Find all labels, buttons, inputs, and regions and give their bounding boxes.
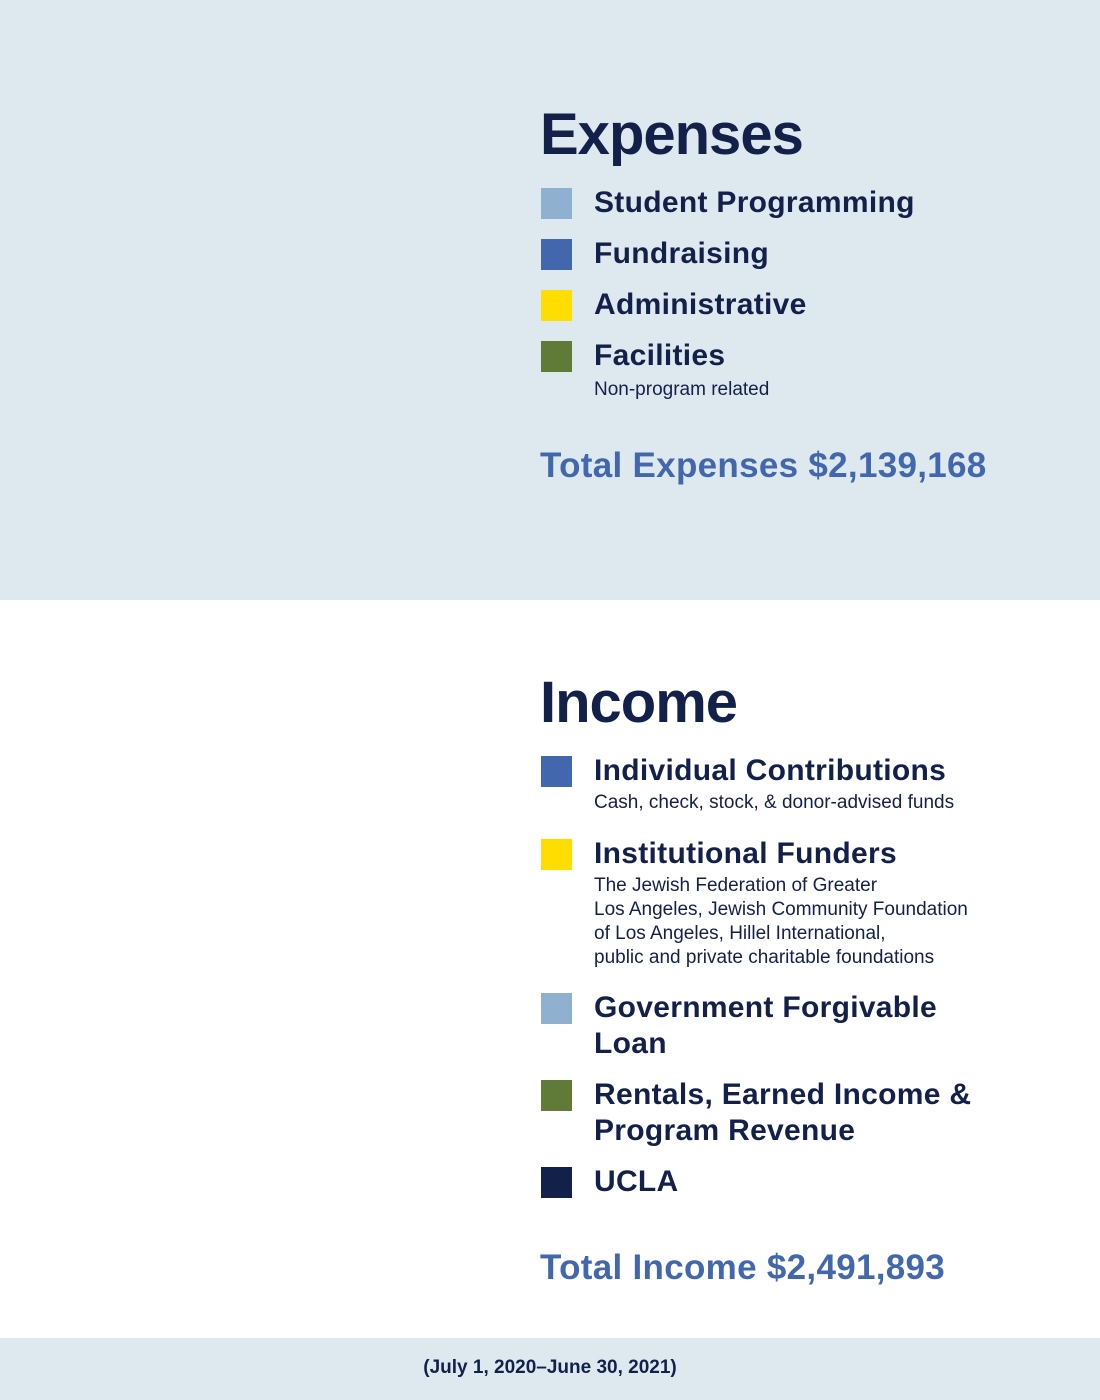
ucla-swatch	[541, 1167, 572, 1198]
legend-label: Government Forgivable Loan	[594, 991, 938, 1060]
legend-item-fundraising	[540, 239, 1100, 272]
legend-item-individual-contributions	[540, 756, 1100, 815]
legend-item-institutional-funders	[540, 839, 1100, 970]
total-income: Total Income $2,491,893	[540, 1248, 946, 1287]
legend-label: Institutional Funders	[594, 837, 897, 870]
facilities-swatch	[541, 341, 572, 372]
legend-label: Administrative	[594, 288, 807, 321]
legend-item-student-programming	[540, 188, 1100, 221]
legend-label: Student Programming	[594, 186, 915, 219]
legend-sublabel: Non-program related	[594, 379, 770, 400]
rentals-swatch	[541, 1080, 572, 1111]
legend-label: Facilities	[594, 339, 726, 372]
legend-item-government-forgivable-loan	[540, 993, 994, 1062]
legend-item-facilities	[540, 341, 1100, 402]
fiscal-period: (July 1, 2020–June 30, 2021)	[423, 1357, 677, 1378]
legend-label: UCLA	[594, 1165, 679, 1198]
legend-item-ucla	[540, 1167, 1100, 1200]
expenses-section	[540, 100, 1080, 485]
total-expenses: Total Expenses $2,139,168	[540, 446, 987, 485]
legend-label: Fundraising	[594, 237, 769, 270]
income-section	[540, 668, 1080, 1287]
legend-sublabel: Cash, check, stock, & donor-advised funds	[594, 792, 955, 813]
student-programming-swatch	[541, 188, 572, 219]
administrative-swatch	[541, 290, 572, 321]
fundraising-swatch	[541, 239, 572, 270]
income-title: Income	[540, 670, 738, 735]
legend-label: Rentals, Earned Income & Program Revenue	[594, 1078, 972, 1147]
institutional-funders-swatch	[541, 839, 572, 870]
legend-item-rentals	[540, 1080, 1014, 1149]
legend-sublabel: The Jewish Federation of Greater Los Angeles, Jewish Community Foundation of Los Angeles, Hillel International, public and private charitable foundations	[594, 875, 968, 968]
legend-label: Individual Contributions	[594, 754, 947, 787]
legend-item-administrative	[540, 290, 1100, 323]
individual-contributions-swatch	[541, 756, 572, 787]
government-forgivable-loan-swatch	[541, 993, 572, 1024]
expenses-title: Expenses	[540, 102, 803, 167]
